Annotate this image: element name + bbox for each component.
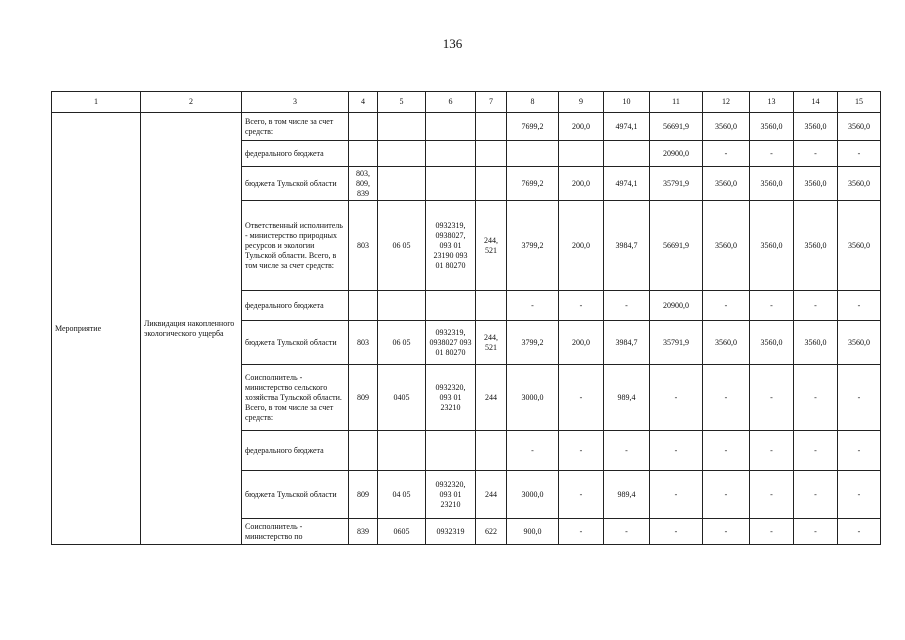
funding-source-cell: Соисполнитель - министерство по bbox=[242, 519, 349, 545]
amount-cell: 900,0 bbox=[507, 519, 559, 545]
amount-cell: 35791,9 bbox=[650, 321, 703, 365]
amount-cell: - bbox=[794, 365, 838, 431]
amount-cell: 3984,7 bbox=[604, 201, 650, 291]
amount-cell: - bbox=[703, 471, 750, 519]
header-cell: 15 bbox=[838, 92, 881, 113]
table-body bbox=[52, 92, 881, 545]
code-cell-c7: 244 bbox=[476, 365, 507, 431]
amount-cell: - bbox=[838, 431, 881, 471]
code-cell-c6: 0932319, 0938027, 093 01 23190 093 01 80270 bbox=[426, 201, 476, 291]
amount-cell: 3984,7 bbox=[604, 321, 650, 365]
code-cell-c7: 244, 521 bbox=[476, 201, 507, 291]
amount-cell: 3799,2 bbox=[507, 321, 559, 365]
amount-cell: 4974,1 bbox=[604, 167, 650, 201]
amount-cell: 7699,2 bbox=[507, 167, 559, 201]
code-cell-c6 bbox=[426, 113, 476, 141]
amount-cell: 3799,2 bbox=[507, 201, 559, 291]
amount-cell: - bbox=[559, 365, 604, 431]
amount-cell: 3560,0 bbox=[794, 321, 838, 365]
code-cell-c5: 0405 bbox=[378, 365, 426, 431]
code-cell-c6: 0932319, 0938027 093 01 80270 bbox=[426, 321, 476, 365]
code-cell-c6 bbox=[426, 431, 476, 471]
amount-cell: - bbox=[794, 471, 838, 519]
amount-cell: - bbox=[507, 431, 559, 471]
code-cell-c7 bbox=[476, 167, 507, 201]
amount-cell: 3560,0 bbox=[703, 167, 750, 201]
amount-cell: 56691,9 bbox=[650, 113, 703, 141]
amount-cell: - bbox=[750, 365, 794, 431]
funding-source-cell: бюджета Тульской области bbox=[242, 321, 349, 365]
code-cell-c4 bbox=[349, 141, 378, 167]
header-cell: 14 bbox=[794, 92, 838, 113]
amount-cell: - bbox=[838, 365, 881, 431]
amount-cell: 3560,0 bbox=[794, 201, 838, 291]
amount-cell: 3560,0 bbox=[838, 167, 881, 201]
code-cell-c7 bbox=[476, 291, 507, 321]
code-cell-c4: 803, 809, 839 bbox=[349, 167, 378, 201]
funding-source-cell: Ответственный исполнитель - министерство природных ресурсов и экологии Тульской области. Всего, в том числе за счет средств: bbox=[242, 201, 349, 291]
amount-cell: - bbox=[794, 141, 838, 167]
code-cell-c5: 0605 bbox=[378, 519, 426, 545]
header-cell: 11 bbox=[650, 92, 703, 113]
amount-cell bbox=[604, 141, 650, 167]
header-cell: 4 bbox=[349, 92, 378, 113]
amount-cell: - bbox=[703, 431, 750, 471]
code-cell-c4: 839 bbox=[349, 519, 378, 545]
header-cell: 1 bbox=[52, 92, 141, 113]
header-cell: 2 bbox=[141, 92, 242, 113]
amount-cell: - bbox=[650, 519, 703, 545]
amount-cell: 200,0 bbox=[559, 321, 604, 365]
funding-source-cell: федерального бюджета bbox=[242, 431, 349, 471]
amount-cell: - bbox=[703, 519, 750, 545]
amount-cell: 3560,0 bbox=[750, 167, 794, 201]
amount-cell: - bbox=[650, 471, 703, 519]
amount-cell: - bbox=[794, 291, 838, 321]
amount-cell: 200,0 bbox=[559, 201, 604, 291]
amount-cell: 3560,0 bbox=[794, 113, 838, 141]
amount-cell: 3560,0 bbox=[750, 321, 794, 365]
table-header-row bbox=[52, 92, 881, 113]
amount-cell: 7699,2 bbox=[507, 113, 559, 141]
amount-cell: 35791,9 bbox=[650, 167, 703, 201]
code-cell-c6 bbox=[426, 141, 476, 167]
code-cell-c4: 803 bbox=[349, 201, 378, 291]
header-cell: 10 bbox=[604, 92, 650, 113]
header-cell: 13 bbox=[750, 92, 794, 113]
amount-cell: 3560,0 bbox=[703, 201, 750, 291]
code-cell-c5 bbox=[378, 431, 426, 471]
header-cell: 6 bbox=[426, 92, 476, 113]
amount-cell: 3560,0 bbox=[703, 321, 750, 365]
code-cell-c4: 809 bbox=[349, 471, 378, 519]
event-name-cell: Ликвидация накопленного экологического ущерба bbox=[141, 113, 242, 545]
amount-cell: - bbox=[604, 519, 650, 545]
code-cell-c5 bbox=[378, 167, 426, 201]
code-cell-c4: 803 bbox=[349, 321, 378, 365]
funding-source-cell: бюджета Тульской области bbox=[242, 471, 349, 519]
code-cell-c6 bbox=[426, 167, 476, 201]
amount-cell: - bbox=[703, 141, 750, 167]
code-cell-c5 bbox=[378, 113, 426, 141]
code-cell-c6 bbox=[426, 291, 476, 321]
funding-source-cell: Соисполнитель - министерство сельского хозяйства Тульской области. Всего, в том числе за счет средств: bbox=[242, 365, 349, 431]
amount-cell: 3560,0 bbox=[838, 201, 881, 291]
amount-cell: - bbox=[838, 519, 881, 545]
header-cell: 12 bbox=[703, 92, 750, 113]
amount-cell: 3560,0 bbox=[750, 113, 794, 141]
code-cell-c7 bbox=[476, 141, 507, 167]
amount-cell: 3560,0 bbox=[703, 113, 750, 141]
amount-cell: 4974,1 bbox=[604, 113, 650, 141]
amount-cell: - bbox=[838, 291, 881, 321]
amount-cell: - bbox=[750, 431, 794, 471]
amount-cell: - bbox=[703, 365, 750, 431]
amount-cell: 989,4 bbox=[604, 365, 650, 431]
amount-cell: - bbox=[750, 519, 794, 545]
funding-source-cell: бюджета Тульской области bbox=[242, 167, 349, 201]
amount-cell: 3000,0 bbox=[507, 365, 559, 431]
code-cell-c5 bbox=[378, 291, 426, 321]
amount-cell: - bbox=[838, 471, 881, 519]
budget-table bbox=[51, 91, 881, 545]
amount-cell: - bbox=[650, 431, 703, 471]
amount-cell: 20900,0 bbox=[650, 291, 703, 321]
code-cell-c6: 0932320, 093 01 23210 bbox=[426, 365, 476, 431]
event-type-cell: Мероприятие bbox=[52, 113, 141, 545]
funding-source-cell: федерального бюджета bbox=[242, 141, 349, 167]
page-number: 136 bbox=[442, 36, 463, 51]
code-cell-c6: 0932320, 093 01 23210 bbox=[426, 471, 476, 519]
amount-cell: - bbox=[507, 291, 559, 321]
amount-cell: 3560,0 bbox=[838, 113, 881, 141]
code-cell-c6: 0932319 bbox=[426, 519, 476, 545]
amount-cell: - bbox=[838, 141, 881, 167]
amount-cell: 200,0 bbox=[559, 113, 604, 141]
code-cell-c5 bbox=[378, 141, 426, 167]
header-cell: 7 bbox=[476, 92, 507, 113]
code-cell-c7: 244 bbox=[476, 471, 507, 519]
amount-cell: - bbox=[604, 431, 650, 471]
amount-cell: - bbox=[559, 291, 604, 321]
amount-cell bbox=[559, 141, 604, 167]
header-cell: 3 bbox=[242, 92, 349, 113]
code-cell-c5: 04 05 bbox=[378, 471, 426, 519]
table-row bbox=[52, 113, 881, 141]
code-cell-c5: 06 05 bbox=[378, 321, 426, 365]
amount-cell: 20900,0 bbox=[650, 141, 703, 167]
amount-cell: - bbox=[794, 431, 838, 471]
code-cell-c4 bbox=[349, 291, 378, 321]
header-cell: 8 bbox=[507, 92, 559, 113]
amount-cell: - bbox=[559, 431, 604, 471]
amount-cell: - bbox=[559, 519, 604, 545]
code-cell-c7 bbox=[476, 431, 507, 471]
amount-cell: - bbox=[750, 291, 794, 321]
amount-cell: 3560,0 bbox=[750, 201, 794, 291]
code-cell-c7: 244, 521 bbox=[476, 321, 507, 365]
amount-cell bbox=[507, 141, 559, 167]
code-cell-c7: 622 bbox=[476, 519, 507, 545]
code-cell-c4 bbox=[349, 431, 378, 471]
amount-cell: - bbox=[559, 471, 604, 519]
amount-cell: 989,4 bbox=[604, 471, 650, 519]
amount-cell: 3560,0 bbox=[794, 167, 838, 201]
amount-cell: - bbox=[650, 365, 703, 431]
amount-cell: 56691,9 bbox=[650, 201, 703, 291]
code-cell-c4: 809 bbox=[349, 365, 378, 431]
funding-source-cell: федерального бюджета bbox=[242, 291, 349, 321]
header-cell: 5 bbox=[378, 92, 426, 113]
amount-cell: 200,0 bbox=[559, 167, 604, 201]
amount-cell: - bbox=[794, 519, 838, 545]
amount-cell: - bbox=[604, 291, 650, 321]
amount-cell: - bbox=[750, 471, 794, 519]
amount-cell: 3000,0 bbox=[507, 471, 559, 519]
header-cell: 9 bbox=[559, 92, 604, 113]
amount-cell: 3560,0 bbox=[838, 321, 881, 365]
code-cell-c4 bbox=[349, 113, 378, 141]
code-cell-c7 bbox=[476, 113, 507, 141]
funding-source-cell: Всего, в том числе за счет средств: bbox=[242, 113, 349, 141]
amount-cell: - bbox=[703, 291, 750, 321]
code-cell-c5: 06 05 bbox=[378, 201, 426, 291]
amount-cell: - bbox=[750, 141, 794, 167]
